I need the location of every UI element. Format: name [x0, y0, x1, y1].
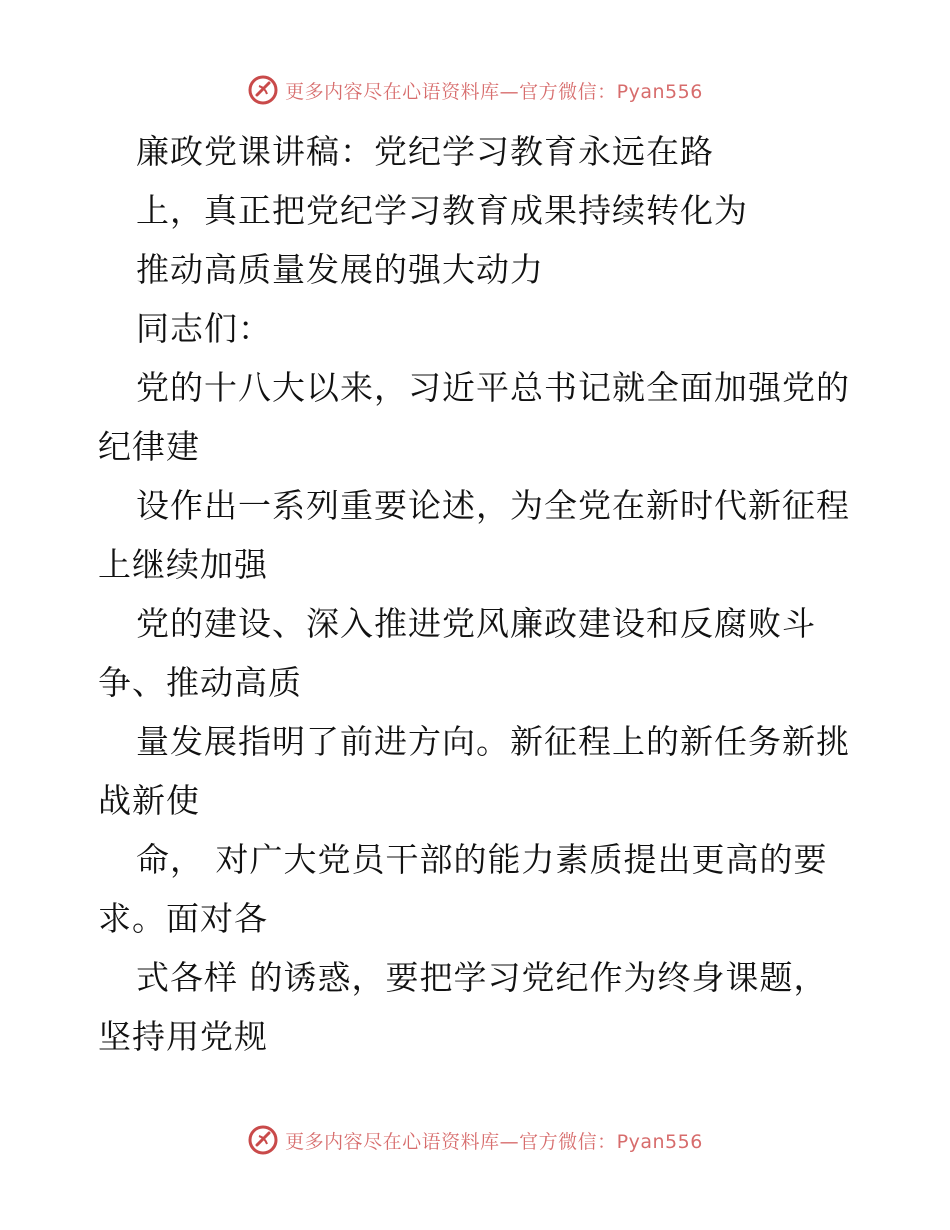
- text-line: 同志们：: [136, 309, 272, 348]
- text-line: 战新使: [98, 781, 200, 820]
- header-watermark-text: 更多内容尽在心语资料库—官方微信：Pyan556: [285, 80, 703, 103]
- text-line: 上，真正把党纪学习教育成果持续转化为: [136, 191, 748, 230]
- red-seal-icon: [247, 74, 279, 106]
- text-line: 上继续加强: [98, 545, 268, 584]
- text-line: 推动高质量发展的强大动力: [136, 250, 544, 289]
- header-watermark: [0, 70, 950, 110]
- text-line: 党的建设、深入推进党风廉政建设和反腐败斗: [136, 604, 816, 643]
- text-line: 坚持用党规: [98, 1017, 268, 1056]
- text-line: 争、推动高质: [98, 663, 302, 702]
- footer-watermark-text: 更多内容尽在心语资料库—官方微信：Pyan556: [285, 1130, 703, 1153]
- text-line: 命， 对广大党员干部的能力素质提出更高的要: [136, 840, 828, 879]
- text-line: 设作出一系列重要论述，为全党在新时代新征程: [136, 486, 850, 525]
- footer-watermark: [0, 1120, 950, 1160]
- document-body: [98, 122, 868, 1066]
- text-line: 量发展指明了前进方向。新征程上的新任务新挑: [136, 722, 850, 761]
- text-line: 式各样 的诱惑，要把学习党纪作为终身课题，: [136, 958, 828, 997]
- text-line: 党的十八大以来，习近平总书记就全面加强党的: [136, 368, 850, 407]
- text-line: 求。面对各: [98, 899, 268, 938]
- text-line: 纪律建: [98, 427, 200, 466]
- text-line: 廉政党课讲稿：党纪学习教育永远在路: [136, 132, 714, 171]
- red-seal-icon: [247, 1124, 279, 1156]
